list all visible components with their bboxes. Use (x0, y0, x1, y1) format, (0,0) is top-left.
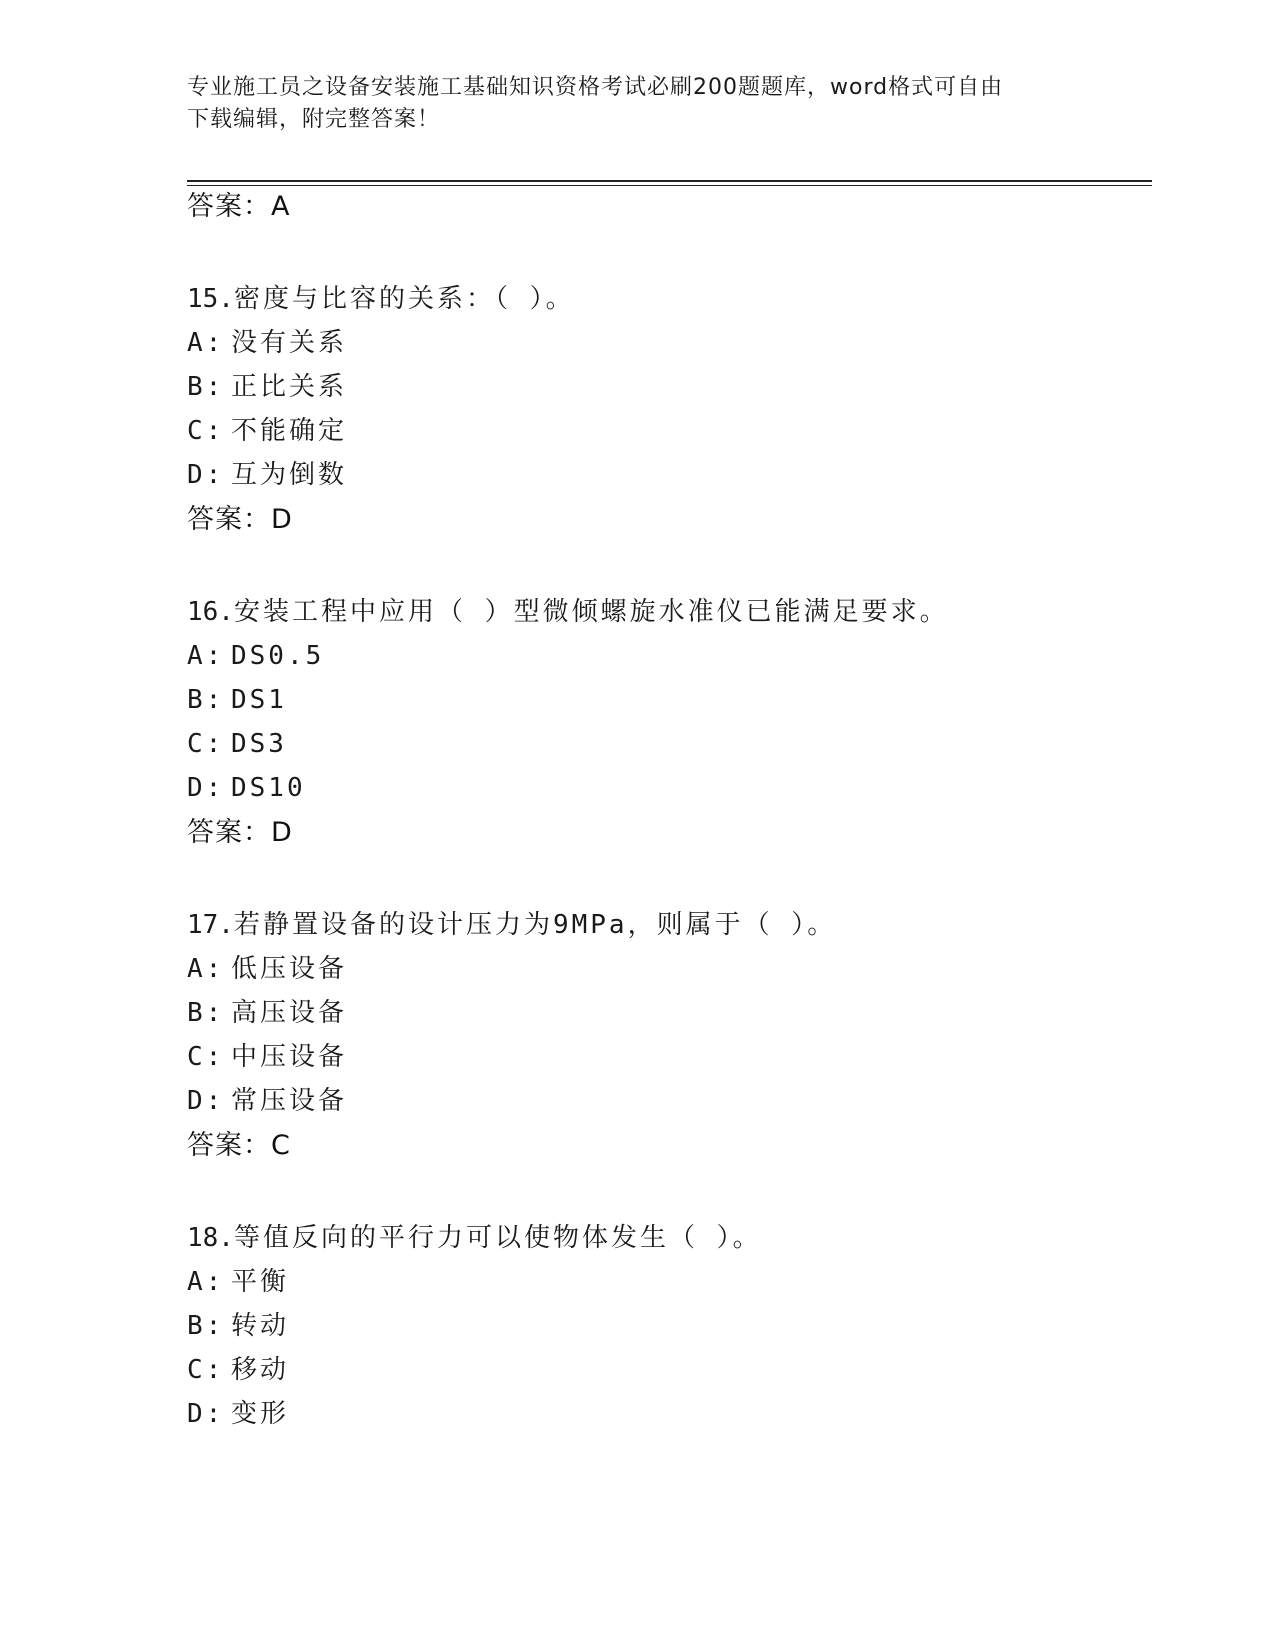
option-text: 常压设备 (231, 1086, 348, 1116)
option-letter: D: (187, 1399, 225, 1429)
option-letter: B: (187, 372, 225, 402)
option-letter: B: (187, 685, 225, 715)
option-15-c (187, 414, 347, 448)
option-17-d (187, 1084, 347, 1118)
answer-15: 答案：D (187, 504, 293, 535)
option-text: 不能确定 (231, 416, 348, 446)
question-number: 15. (187, 284, 234, 314)
option-text: 低压设备 (231, 954, 348, 984)
option-letter: C: (187, 729, 225, 759)
option-text: 高压设备 (231, 998, 348, 1028)
question-text: 若静置设备的设计压力为9MPa，则属于（ ）。 (233, 910, 837, 940)
option-17-c (187, 1040, 347, 1074)
answer-17: 答案：C (187, 1130, 291, 1161)
answer-prev: 答案：A (187, 191, 291, 222)
question-15 (187, 282, 575, 316)
option-16-c (187, 727, 287, 761)
option-letter: A: (187, 954, 225, 984)
question-number: 18. (187, 1223, 234, 1253)
option-letter: A: (187, 1267, 225, 1297)
option-17-b (187, 996, 347, 1030)
option-letter: D: (187, 773, 225, 803)
header-line-2: 下载编辑，附完整答案！ (187, 107, 441, 132)
option-text: DS0.5 (231, 641, 325, 671)
option-letter: C: (187, 1042, 225, 1072)
option-letter: C: (187, 1355, 225, 1385)
option-text: 中压设备 (231, 1042, 348, 1072)
option-15-a (187, 326, 347, 360)
option-text: 移动 (231, 1355, 290, 1385)
option-text: 转动 (231, 1311, 290, 1341)
option-text: 正比关系 (231, 372, 348, 402)
option-letter: D: (187, 1086, 225, 1116)
option-18-a (187, 1265, 289, 1299)
header-line-1: 专业施工员之设备安装施工基础知识资格考试必刷200题题库，word格式可自由 (187, 75, 1004, 100)
option-18-c (187, 1353, 289, 1387)
option-text: 平衡 (231, 1267, 290, 1297)
option-text: 互为倒数 (231, 460, 348, 490)
option-text: 没有关系 (231, 328, 348, 358)
question-text: 等值反向的平行力可以使物体发生（ ）。 (233, 1223, 762, 1253)
option-letter: A: (187, 328, 225, 358)
question-text: 安装工程中应用（ ）型微倾螺旋水准仪已能满足要求。 (233, 597, 949, 627)
option-15-d (187, 458, 347, 492)
option-letter: C: (187, 416, 225, 446)
question-16 (187, 595, 949, 629)
option-18-b (187, 1309, 289, 1343)
question-17 (187, 908, 836, 942)
option-18-d (187, 1397, 289, 1431)
question-18 (187, 1221, 762, 1255)
option-letter: D: (187, 460, 225, 490)
question-number: 16. (187, 597, 234, 627)
option-letter: B: (187, 998, 225, 1028)
document-header (187, 72, 1087, 136)
question-number: 17. (187, 910, 234, 940)
option-16-a (187, 639, 324, 673)
option-text: 变形 (231, 1399, 290, 1429)
option-text: DS10 (231, 773, 306, 803)
option-16-b (187, 683, 287, 717)
option-15-b (187, 370, 347, 404)
answer-16: 答案：D (187, 817, 293, 848)
question-text: 密度与比容的关系：（ ）。 (233, 284, 575, 314)
option-17-a (187, 952, 347, 986)
option-text: DS3 (231, 729, 287, 759)
header-rule-thick (187, 180, 1152, 182)
option-text: DS1 (231, 685, 287, 715)
option-letter: A: (187, 641, 225, 671)
option-16-d (187, 771, 306, 805)
option-letter: B: (187, 1311, 225, 1341)
header-rule-thin (187, 185, 1152, 186)
